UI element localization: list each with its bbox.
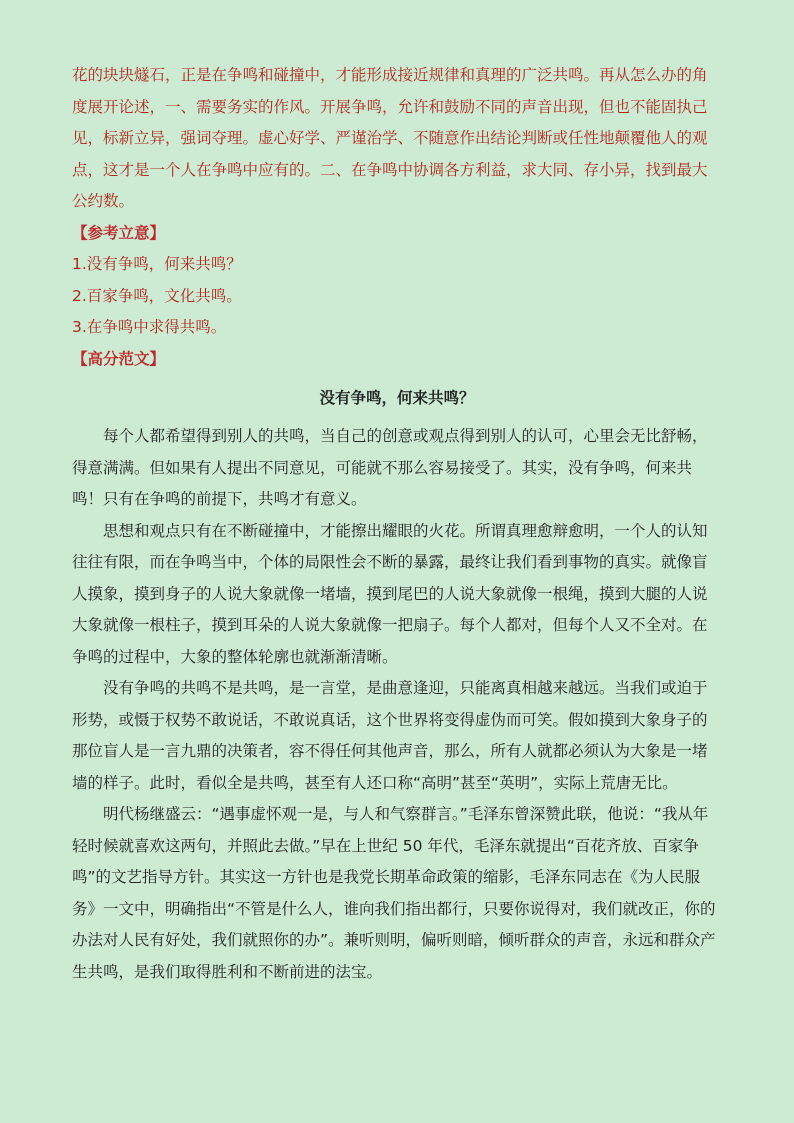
essay-heading: 【高分范文】 [72, 349, 166, 368]
essay-paragraph-4: 明代杨继盛云：“遇事虚怀观一是，与人和气察群言。”毛泽东曾深赞此联，他说：“我从年轻时候就喜欢这两句，并照此去做。”早在上世纪 50 年代，毛泽东就提出“百花齐放、百家争鸣”的文艺指导方针。其实这一方针也是我党长期革命政策的缩影，毛泽东同志在《为人民服务》一文中，明确指出“不管是什么人，谁向我们指出都行，只要你说得对，我们就改正，你的办法对人民有好处，我们就照你的办”。兼听则明，偏听则暗，倾听群众的声音，永远和群众产生共鸣，是我们取得胜利和不断前进的法宝。 [72, 805, 716, 981]
intro-paragraph: 花的块块燧石，正是在争鸣和碰撞中，才能形成接近规律和真理的广泛共鸣。再从怎么办的角度展开论述，一、需要务实的作风。开展争鸣，允许和鼓励不同的声音出现，但也不能固执己见，标新立异，强词夺理。虚心好学、严谨治学、不随意作出结论判断或任性地颠覆他人的观点，这才是一个人在争鸣中应有的。二、在争鸣中协调各方利益，求大同、存小异，找到最大公约数。 [72, 66, 708, 210]
reference-heading: 【参考立意】 [72, 223, 166, 242]
essay-paragraph-2: 思想和观点只有在不断碰撞中，才能擦出耀眼的火花。所谓真理愈辩愈明，一个人的认知往往有限，而在争鸣当中，个体的局限性会不断的暴露，最终让我们看到事物的真实。就像盲人摸象，摸到身子的人说大象就像一堵墙，摸到尾巴的人说大象就像一根绳，摸到大腿的人说大象就像一根柱子，摸到耳朵的人说大象就像一把扇子。每个人都对，但每个人又不全对。在争鸣的过程中，大象的整体轮廓也就渐渐清晰。 [72, 521, 708, 666]
reference-item-2: 2.百家争鸣，文化共鸣。 [72, 286, 242, 305]
reference-item-3: 3.在争鸣中求得共鸣。 [72, 318, 227, 336]
essay-title: 没有争鸣，何来共鸣？ [319, 388, 475, 407]
essay-paragraph-1: 每个人都希望得到别人的共鸣，当自己的创意或观点得到别人的认可，心里会无比舒畅，得意满满。但如果有人提出不同意见，可能就不那么容易接受了。其实，没有争鸣，何来共鸣！只有在争鸣的前提下，共鸣才有意义。 [72, 427, 708, 508]
document-page [72, 60, 722, 988]
reference-item-1: 1.没有争鸣，何来共鸣？ [72, 255, 242, 273]
essay-paragraph-3: 没有争鸣的共鸣不是共鸣，是一言堂，是曲意逢迎，只能离真相越来越远。当我们或迫于形势，或慑于权势不敢说话，不敢说真话，这个世界将变得虚伪而可笑。假如摸到大象身子的那位盲人是一言九鼎的决策者，容不得任何其他声音，那么，所有人就都必须认为大象是一堵墙的样子。此时，看似全是共鸣，甚至有人还口称“高明”甚至“英明”，实际上荒唐无比。 [72, 679, 708, 792]
